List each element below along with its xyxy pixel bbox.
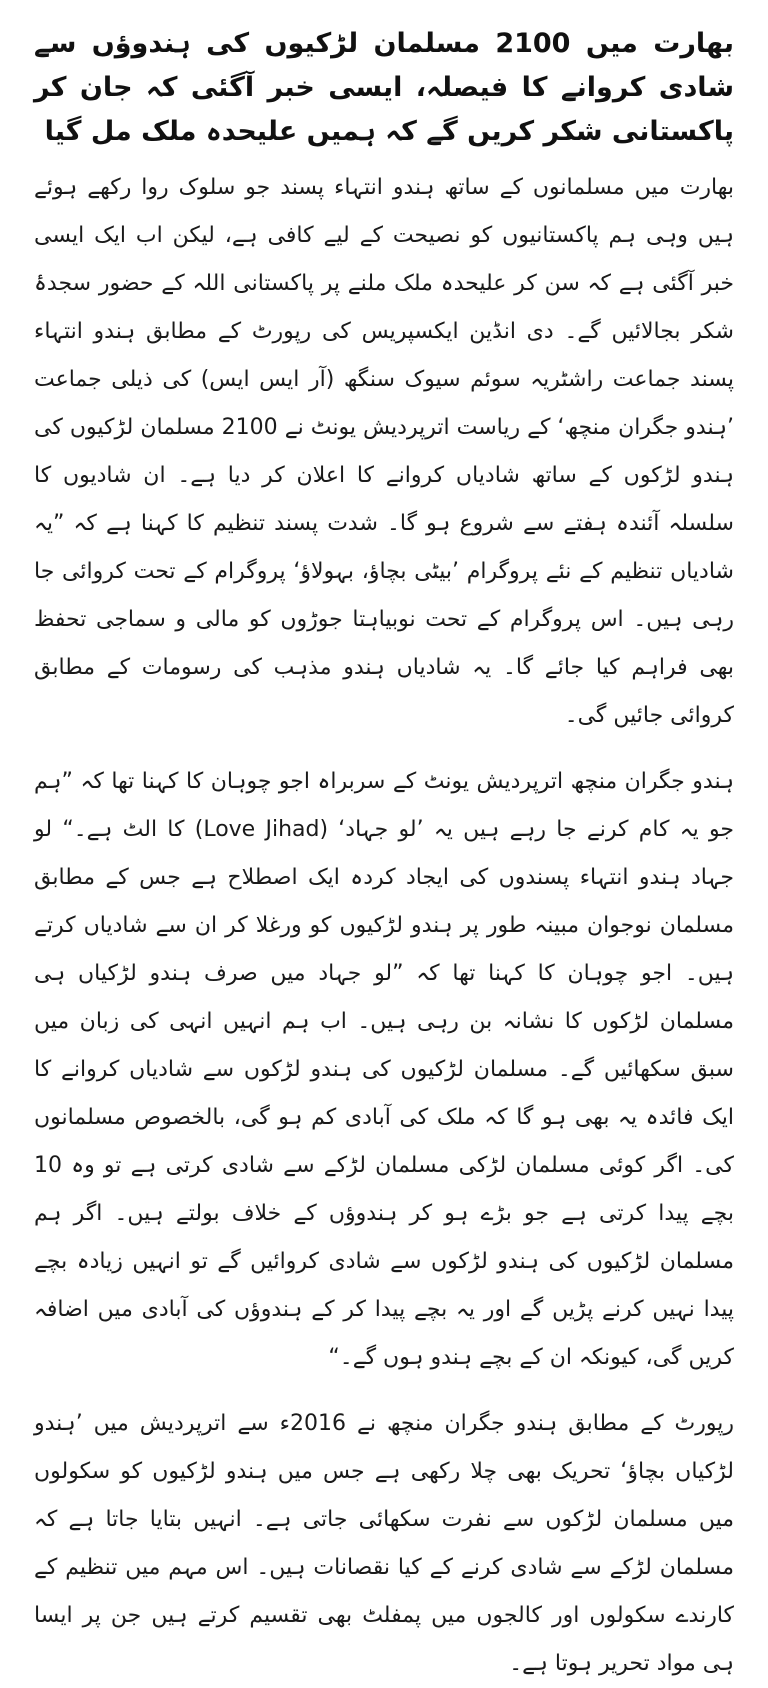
article-paragraph-2: ہندو جگران منچھ اترپردیش یونٹ کے سربراہ اجو چوہان کا کہنا تھا کہ ”ہم جو یہ کام کرنے جا رہے ہیں یہ ’لو جہاد‘ (Love Jihad) کا الٹ ہے۔“ لو جہاد ہندو انتہاء پسندوں کی ایجاد کردہ ایک اصطلاح ہے جس کے مطابق مسلمان نوجوان مبینہ طور پر ہندو لڑکیوں کو ورغلا کر ان سے شادیاں کرتے ہیں۔ اجو چوہان کا کہنا تھا کہ ”لو جہاد میں صرف ہندو لڑکیاں ہی مسلمان لڑکوں کا نشانہ بن رہی ہیں۔ اب ہم انہیں انہی کی زبان میں سبق سکھائیں گے۔ مسلمان لڑکیوں کی ہندو لڑکوں سے شادیاں کروانے کا ایک فائدہ یہ بھی ہو گا کہ ملک کی آبادی کم ہو گی، بالخصوص مسلمانوں کی۔ اگر کوئی مسلمان لڑکی مسلمان لڑکے سے شادی کرتی ہے تو وہ 10 بچے پیدا کرتی ہے جو بڑے ہو کر ہندوؤں کے خلاف بولتے ہیں۔ اگر ہم مسلمان لڑکیوں کی ہندو لڑکوں سے شادی کروائیں گے تو انہیں زیادہ بچے پیدا نہیں کرنے پڑیں گے اور یہ بچے پیدا کر کے ہندوؤں کی آبادی میں اضافہ کریں گی، کیونکہ ان کے بچے ہندو ہوں گے۔“ — [34, 769, 735, 1370]
article-paragraph-3: رپورٹ کے مطابق ہندو جگران منچھ نے 2016ء سے اترپردیش میں ’ہندو لڑکیاں بچاؤ‘ تحریک بھی چلا رکھی ہے جس میں ہندو لڑکیوں کو سکولوں میں مسلمان لڑکوں سے نفرت سکھائی جاتی ہے۔ انہیں بتایا جاتا ہے کہ مسلمان لڑکے سے شادی کرنے کے کیا نقصانات ہیں۔ اس مہم میں تنظیم کے کارندے سکولوں اور کالجوں میں پمفلٹ بھی تقسیم کرتے ہیں جن پر ایسا ہی مواد تحریر ہوتا ہے۔ — [34, 1411, 735, 1676]
article-headline: بھارت میں 2100 مسلمان لڑکیوں کی ہندوؤں سے شادی کروانے کا فیصلہ، ایسی خبر آگئی کہ جان کر پاکستانی شکر کریں گے کہ ہمیں علیحدہ ملک مل گیا — [34, 28, 734, 147]
article-paragraph-1: بھارت میں مسلمانوں کے ساتھ ہندو انتہاء پسند جو سلوک روا رکھے ہوئے ہیں وہی ہم پاکستانیوں کو نصیحت کے لیے کافی ہے، لیکن اب ایک ایسی خبر آگئی ہے کہ سن کر علیحدہ ملک ملنے پر پاکستانی اللہ کے حضور سجدۂ شکر بجالائیں گے۔ دی انڈین ایکسپریس کی رپورٹ کے مطابق ہندو انتہاء پسند جماعت راشٹریہ سوئم سیوک سنگھ (آر ایس ایس) کی ذیلی جماعت ’ہندو جگران منچھ‘ کے ریاست اترپردیش یونٹ نے 2100 مسلمان لڑکیوں کی ہندو لڑکوں کے ساتھ شادیاں کروانے کا اعلان کر دیا ہے۔ ان شادیوں کا سلسلہ آئندہ ہفتے سے شروع ہو گا۔ شدت پسند تنظیم کا کہنا ہے کہ ”یہ شادیاں تنظیم کے نئے پروگرام ’بیٹی بچاؤ، بہولاؤ‘ پروگرام کے تحت کروائی جا رہی ہیں۔ اس پروگرام کے تحت نوبیاہتا جوڑوں کو مالی و سماجی تحفظ بھی فراہم کیا جائے گا۔ یہ شادیاں ہندو مذہب کی رسومات کے مطابق کروائی جائیں گی۔ — [34, 175, 734, 728]
